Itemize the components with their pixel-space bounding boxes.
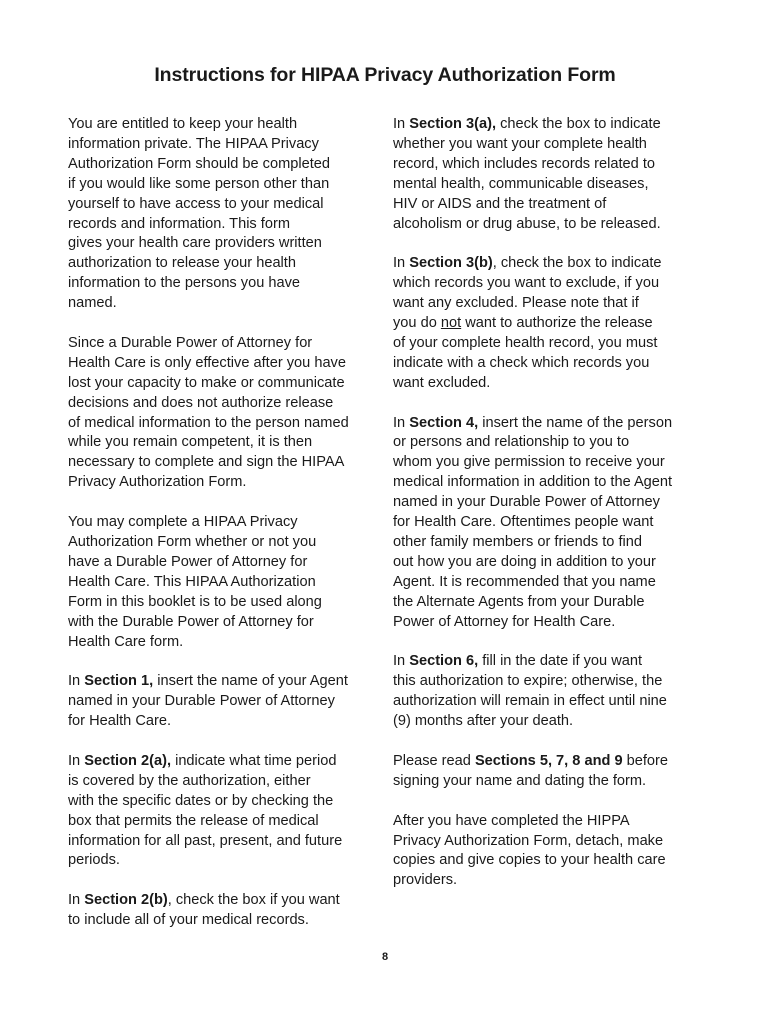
text-line: (9) months after your death. [393,713,574,730]
page-number: 8 [381,951,389,963]
paragraph-section-3a [393,115,711,234]
text-line: In Section 3(a), check the box to indicate [393,116,661,132]
text-line: In Section 2(b), check the box if you want [68,892,340,909]
text-line: you do not want to authorize the release [393,315,653,332]
text-line: alcoholism or drug abuse, to be released. [393,215,661,232]
right-column [393,115,711,891]
section-label: Section 2(b) [84,892,168,909]
left-column [68,115,386,931]
paragraph-section-4 [393,414,711,633]
paragraph-sections-5-7-8-9 [393,752,711,792]
text-line: HIV or AIDS and the treatment of [393,195,607,212]
text-line: Health Care form. [68,633,184,650]
text-line: is covered by the authorization, either [68,772,311,789]
text-line: to include all of your medical records. [68,912,309,929]
section-label: Section 3(b) [409,255,493,272]
paragraph-complete-form [68,513,386,652]
text-line: Authorization Form should be completed [68,155,331,172]
text-line: want excluded. [393,374,491,391]
text-line: In Section 2(a), indicate what time period [68,752,337,769]
text-line: copies and give copies to your health care [393,852,666,869]
text-line: periods. [68,852,120,869]
text-line: for Health Care. [68,713,172,730]
text-line: information for all past, present, and future [68,832,343,849]
text-line: In Section 1, insert the name of your Agent [68,673,348,690]
text-line: You may complete a HIPAA Privacy [68,514,298,531]
paragraph-section-3b [393,254,711,393]
text-line: named. [68,295,117,312]
paragraph-section-6 [393,652,711,732]
text-line: Privacy Authorization Form, detach, make [393,832,664,849]
section-label: Section 3(a), [409,116,497,132]
text-line: this authorization to expire; otherwise, the [393,673,663,690]
text-line: Agent. It is recommended that you name [393,573,656,590]
text-line: signing your name and dating the form. [393,772,647,789]
text-line: have a Durable Power of Attorney for [68,553,308,570]
text-line: gives your health care providers written [68,235,322,252]
text-line: Authorization Form whether or not you [68,534,317,550]
text-line: with the Durable Power of Attorney for [68,613,314,630]
text-line: decisions and does not authorize release [68,394,334,411]
text-line: In Section 6, fill in the date if you want [393,653,643,670]
text-line: yourself to have access to your medical [68,195,324,212]
text-line: authorization will remain in effect until nine [393,693,667,710]
text-line: mental health, communicable diseases, [393,175,649,192]
text-line: Health Care is only effective after you have [68,354,346,371]
text-line: named in your Durable Power of Attorney [393,494,660,511]
text-line: In Section 4, insert the name of the person [393,414,673,431]
text-line: the Alternate Agents from your Durable [393,593,645,610]
section-label: Section 1, [84,673,154,690]
text-line: In Section 3(b), check the box to indicate [393,255,662,272]
paragraph-section-2a [68,752,386,871]
text-line: Since a Durable Power of Attorney for [68,334,313,351]
text-line: which records you want to exclude, if you [393,275,660,292]
section-label: Sections 5, 7, 8 and 9 [474,752,623,769]
page-title: Instructions for HIPAA Privacy Authorization Form [154,64,616,86]
underlined-not: not [440,315,462,332]
text-line: Please read Sections 5, 7, 8 and 9 before [393,752,669,769]
text-line: authorization to release your health [68,255,296,272]
text-line: named in your Durable Power of Attorney [68,693,335,710]
text-line: After you have completed the HIPPA [393,812,630,829]
text-line: lost your capacity to make or communicate [68,374,345,391]
text-line: Power of Attorney for Health Care. [393,613,616,630]
text-line: of medical information to the person named [68,414,349,431]
paragraph-after-completion [393,812,711,892]
paragraph-section-2b [68,891,386,931]
text-line: information to the persons you have [68,275,301,292]
text-line: if you would like some person other than [68,175,330,192]
section-label: Section 4, [409,414,479,431]
paragraph-intro [68,115,386,314]
text-line: whom you give permission to receive your [393,454,665,471]
text-line: information private. The HIPAA Privacy [68,135,319,152]
section-label: Section 6, [409,653,479,670]
text-line: necessary to complete and sign the HIPAA [68,454,345,471]
text-line: or persons and relationship to you to [393,434,630,451]
text-line: record, which includes records related to [393,155,656,172]
text-line: whether you want your complete health [393,135,647,152]
text-line: while you remain competent, it is then [68,434,313,451]
text-line: indicate with a check which records you [393,354,650,371]
text-line: You are entitled to keep your health [68,116,298,132]
text-line: want any excluded. Please note that if [393,295,639,312]
text-line: Health Care. This HIPAA Authorization [68,573,316,590]
text-line: for Health Care. Oftentimes people want [393,514,654,531]
paragraph-durable-power [68,334,386,493]
text-line: box that permits the release of medical [68,812,319,829]
text-line: other family members or friends to find [393,534,642,550]
text-line: medical information in addition to the Agent [393,474,673,491]
text-line: Form in this booklet is to be used along [68,593,322,610]
text-line: records and information. This form [68,215,290,232]
paragraph-section-1 [68,672,386,732]
text-line: Privacy Authorization Form. [68,474,247,491]
section-label: Section 2(a), [84,752,172,769]
text-line: out how you are doing in addition to your [393,553,656,570]
text-line: providers. [393,872,458,889]
text-line: with the specific dates or by checking the [68,792,334,809]
text-line: of your complete health record, you must [393,334,658,351]
